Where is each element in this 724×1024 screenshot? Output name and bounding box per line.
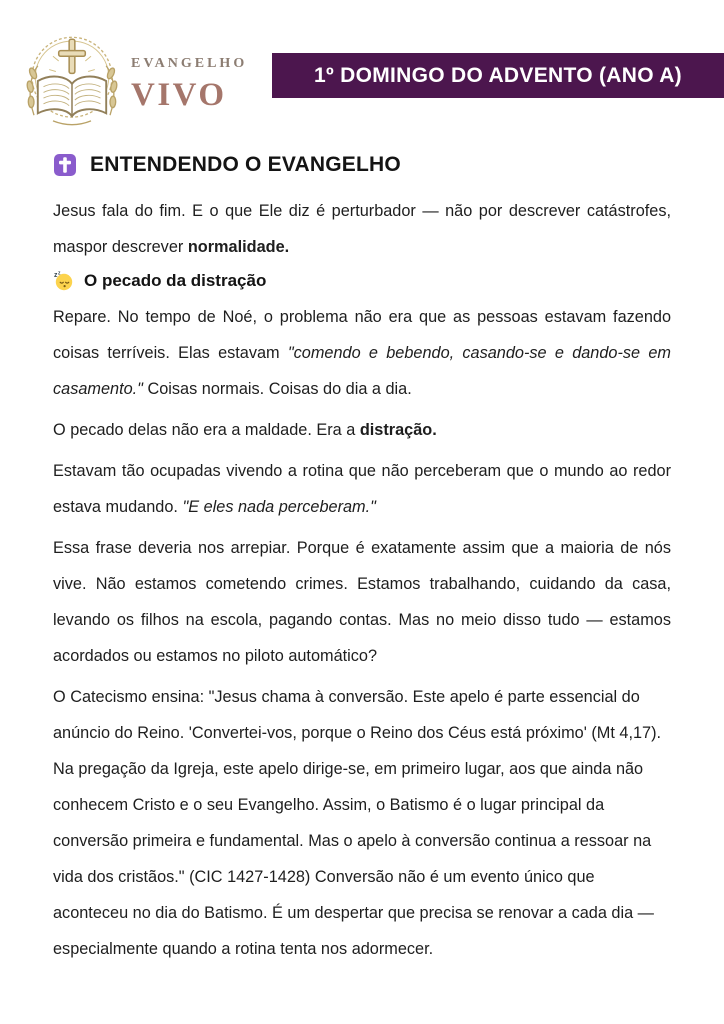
subsection-title (53, 270, 671, 291)
text-run: Jesus fala do fim. E o que Ele diz é perturbador — não por descrever catástrofes, maspor descrever (53, 202, 671, 256)
text-run: Repare. No tempo de Noé, o problema não era que as pessoas estavam fazendo coisas terríveis. Elas estavam (53, 308, 671, 362)
paragraph-pecado (53, 412, 671, 448)
document-content (53, 153, 671, 972)
svg-text:z: z (54, 272, 58, 279)
text-run: normalidade. (187, 238, 290, 256)
sleeping-face-icon (53, 270, 74, 291)
paragraph-catecismo (53, 679, 671, 967)
text-run: "comendo e bebendo, casando-se e dando-se em casamento." (53, 344, 671, 398)
book-cross-wheat-emblem-icon (24, 24, 120, 138)
subsection-title-label: O pecado da distração (84, 270, 267, 290)
liturgical-banner: 1º DOMINGO DO ADVENTO (ANO A) (272, 53, 724, 98)
paragraph-arrepiar (53, 530, 671, 674)
paragraph-intro (53, 193, 671, 265)
brand-logo (131, 56, 247, 114)
text-run: "E eles nada perceberam." (182, 498, 376, 516)
text-run: O Catecismo ensina: "Jesus chama à conversão. Este apelo é parte essencial do anúncio do Reino. 'Convertei-vos, porque o Reino dos Céus está próximo' (Mt 4,17). Na pregação da Igreja, este apelo dirige-se, em primeiro lugar, aos que ainda não conhecem Cristo e o seu Evangelho. Assim, o Batismo é o lugar principal da conversão primeira e fundamental. Mas o apelo à conversão continua a ressoar na vida dos cristãos." (CIC 1427-1428) Conversão não é um evento único que aconteceu no dia do Batismo. É um despertar que precisa se renovar a cada dia — especialmente quando a rotina tenta nos adormecer. (53, 688, 662, 958)
paragraph-rotina (53, 453, 671, 525)
svg-text:z: z (58, 270, 61, 277)
text-run: distração. (359, 421, 437, 439)
text-run: O pecado delas não era a maldade. Era a (53, 421, 360, 439)
section-title (53, 153, 671, 177)
brand-name-top: EVANGELHO (131, 56, 248, 71)
cross-icon (53, 153, 77, 177)
section-title-label: ENTENDENDO O EVANGELHO (90, 153, 401, 176)
text-run: Essa frase deveria nos arrepiar. Porque é exatamente assim que a maioria de nós vive. Não estamos cometendo crimes. Estamos trabalhando, cuidando da casa, levando os filhos na escola, pagando contas. Mas no meio disso tudo — estamos acordados ou estamos no piloto automático? (53, 539, 671, 665)
paragraph-noe (53, 299, 671, 407)
text-run: Coisas normais. Coisas do dia a dia. (142, 380, 412, 398)
brand-name-bottom: VIVO (131, 77, 227, 113)
text-run: Estavam tão ocupadas vivendo a rotina que não perceberam que o mundo ao redor estava mudando. (53, 462, 671, 516)
